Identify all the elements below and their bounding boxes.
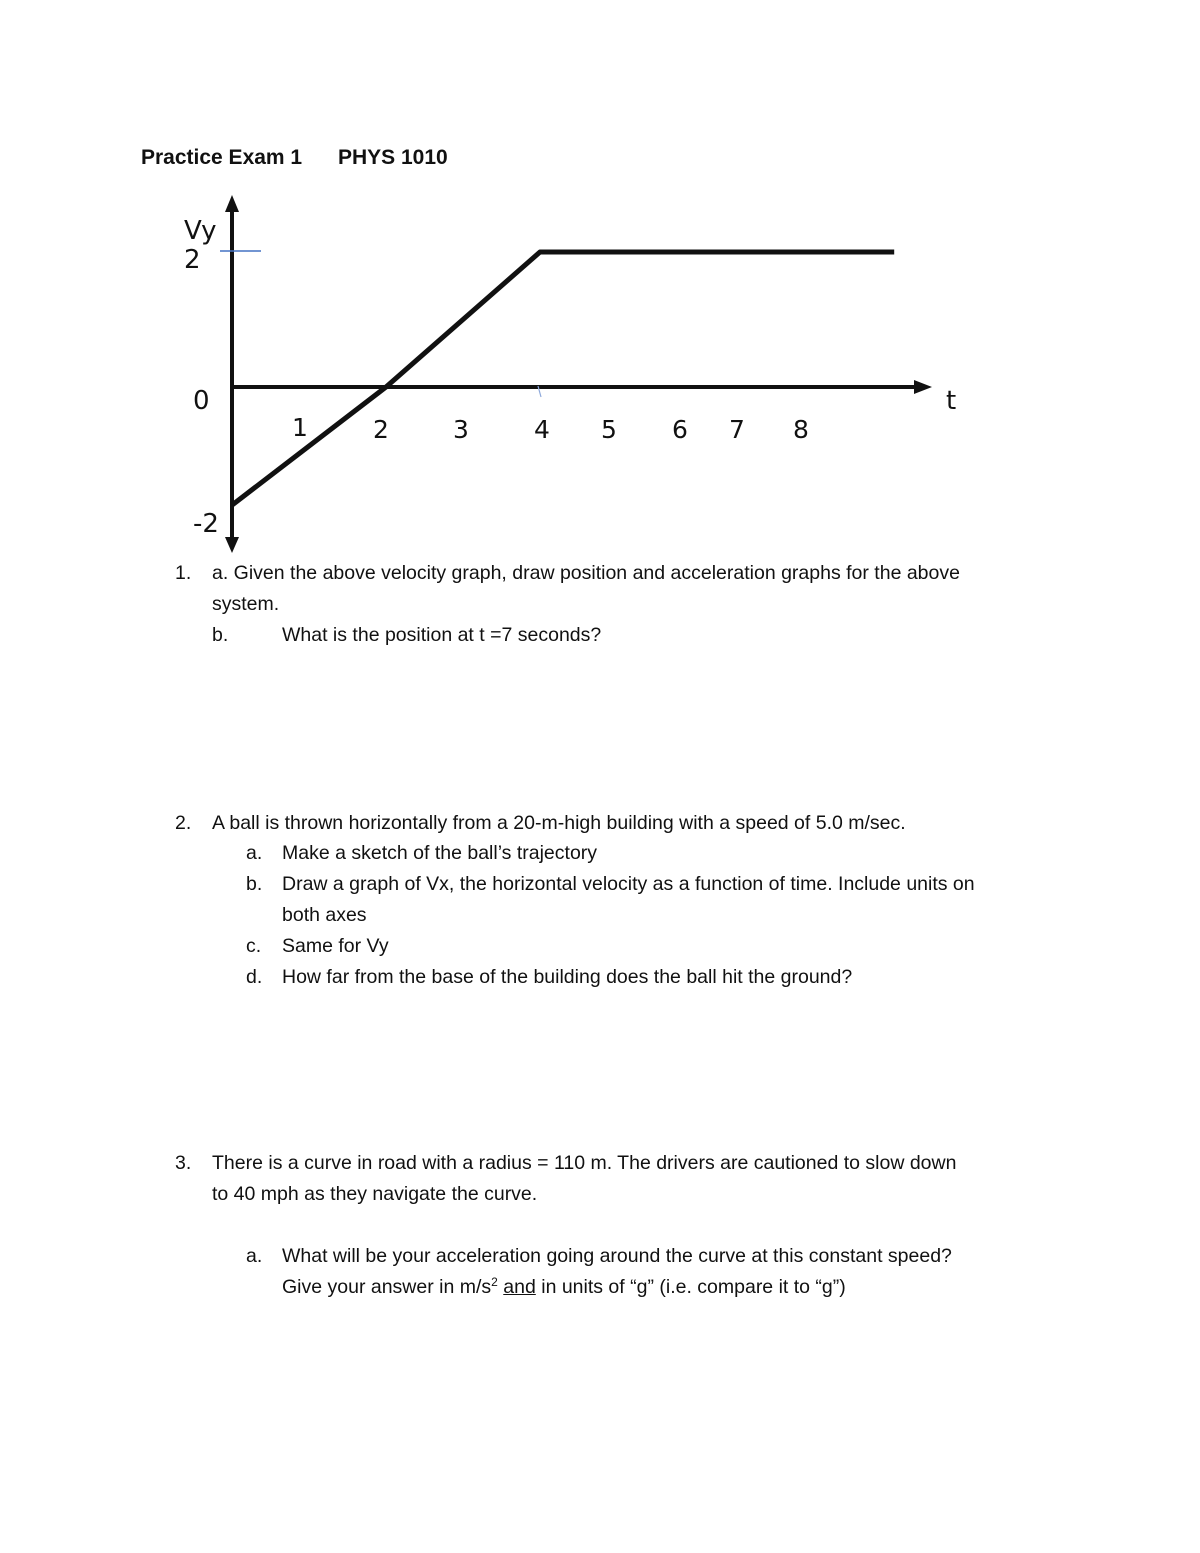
x-tick-label: 8 xyxy=(793,415,809,444)
part-text: How far from the base of the building does the ball hit the ground? xyxy=(282,966,853,988)
part-label: d. xyxy=(246,966,263,988)
part-text: both axes xyxy=(282,904,367,926)
x-tick-label: 1 xyxy=(292,413,308,442)
course-code: PHYS 1010 xyxy=(337,146,448,169)
x-tick-label: 3 xyxy=(453,415,469,444)
x-tick-label: 6 xyxy=(672,415,688,444)
x-axis-arrow xyxy=(914,380,932,394)
question-text: There is a curve in road with a radius = 110 m. The drivers are cautioned to slow down xyxy=(212,1152,957,1174)
part-text: Same for Vy xyxy=(282,935,389,957)
velocity-line xyxy=(232,252,894,505)
question-number: 2. xyxy=(175,812,192,834)
underlined-word: and xyxy=(503,1276,536,1298)
y-tick-label: 2 xyxy=(184,245,201,275)
part-label: a. xyxy=(246,842,263,864)
part-text-line2 xyxy=(282,1272,846,1303)
part-text: What will be your acceleration going around the curve at this constant speed? xyxy=(282,1245,952,1267)
question-text: to 40 mph as they navigate the curve. xyxy=(212,1183,538,1205)
y-tick-label: -2 xyxy=(193,509,219,539)
question-text: A ball is thrown horizontally from a 20-m-high building with a speed of 5.0 m/sec. xyxy=(212,812,906,834)
x-tick-label: 2 xyxy=(373,415,389,444)
part-label: c. xyxy=(246,935,262,957)
superscript: 2 xyxy=(491,1275,498,1289)
question-number: 3. xyxy=(175,1152,192,1174)
part-label: b. xyxy=(246,873,263,895)
part-text: What is the position at t =7 seconds? xyxy=(282,624,602,646)
question-text: a. Given the above velocity graph, draw position and acceleration graphs for the above xyxy=(212,562,960,584)
part-label: a. xyxy=(246,1245,263,1267)
part-text: Make a sketch of the ball’s trajectory xyxy=(282,842,598,864)
exam-title: Practice Exam 1 xyxy=(141,146,303,169)
x-tick-label: 7 xyxy=(729,415,745,444)
x-tick-label: 5 xyxy=(601,415,617,444)
units-text: Give your answer in m/s xyxy=(282,1276,492,1298)
x-tick-label: 4 xyxy=(534,415,550,444)
y-axis-arrow-down xyxy=(225,537,239,553)
y-axis-label: Vy xyxy=(184,216,217,246)
velocity-graph xyxy=(0,0,1200,560)
x-axis-label: t xyxy=(946,386,957,416)
question-text: system. xyxy=(212,593,280,615)
units-text: in units of “g” (i.e. compare it to “g”) xyxy=(535,1276,846,1298)
question-number: 1. xyxy=(175,562,192,584)
y-tick-label: 0 xyxy=(193,386,210,416)
part-label: b. xyxy=(212,624,229,646)
part-text: Draw a graph of Vx, the horizontal velocity as a function of time. Include units on xyxy=(282,873,975,895)
y-axis-arrow-up xyxy=(225,195,239,212)
